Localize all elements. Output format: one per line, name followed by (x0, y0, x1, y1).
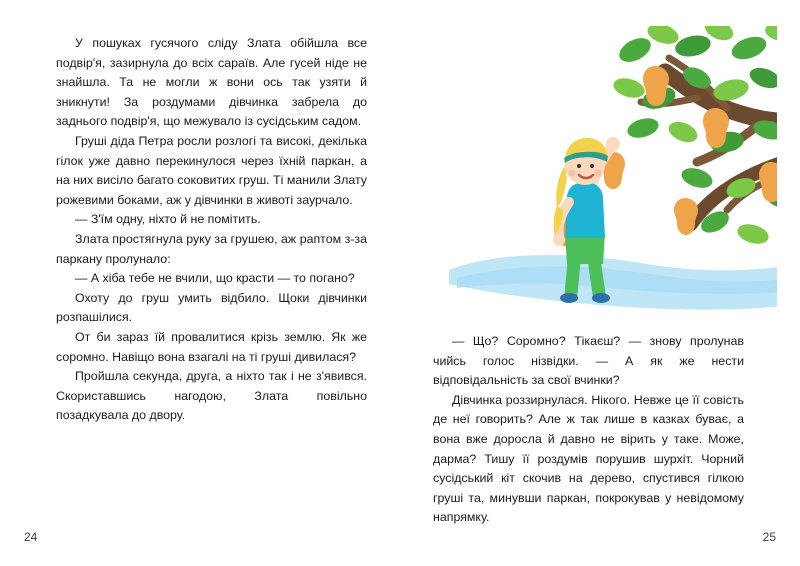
paragraph: — З'їм одну, ніхто й не помітить. (75, 212, 261, 227)
paragraph: — А хіба тебе не вчили, що красти — то погано? (75, 271, 355, 286)
paragraph: — Що? Соромно? Тікаєш? — знову пролунав чийсь голос нізвідки. — А як же нести відповідальність за свої вчинки? (433, 334, 744, 388)
paragraph: У пошуках гусячого сліду Злата обійшла все подвір'я, зазирнула до всіх сараїв. Але гусей ніде не знайшла. Та не могли ж вони ось так узяти й зникнути! За роздумами дівчинка забрела до заднього подвір'я, що межувало із сусідським садом. (56, 36, 367, 129)
paragraph: Охоту до груш умить відбило. Щоки дівчинки розпашілися. (56, 290, 367, 325)
paragraph: Злата простягнула руку за грушею, аж раптом з-за паркану пролунало: (56, 231, 367, 266)
paragraph: Пройшла секунда, друга, а ніхто так і не з'явився. Скориставшись нагодою, Злата повільно позадкувала до двору. (56, 369, 367, 423)
page-number-right: 25 (762, 530, 776, 544)
right-page-text-column (433, 332, 744, 528)
paragraph: Груші діда Петра росли розлогі та високі, декілька гілок уже давно перекинулося через їхній паркан, а на них висіло багато соковитих груш. Ті манили Злату рожевими боками, аж у дівчинки в животі заурчало. (56, 133, 367, 207)
left-page-text-column (56, 34, 367, 426)
paragraph: Дівчинка роззирнулася. Нікого. Невже це її совість де неї говорить? Але ж так лише в казках буває, а вона вже доросла й давно не вірить у таке. Може, дарма? Тишу її роздумів порушив шурхіт. Чорний сусідський кіт скочив на дерево, спустився гілкою груші та, минувши паркан, покрокував у невідомому напрямку. (433, 392, 744, 525)
illustration-svg (433, 26, 777, 326)
page-right (400, 0, 800, 566)
page-number-left: 24 (24, 530, 38, 544)
illustration-girl-and-pear-tree (433, 26, 777, 326)
paragraph: От би зараз їй провалитися крізь землю. Як же соромно. Навіщо вона взагалі на ті груші дивилася? (56, 329, 367, 364)
